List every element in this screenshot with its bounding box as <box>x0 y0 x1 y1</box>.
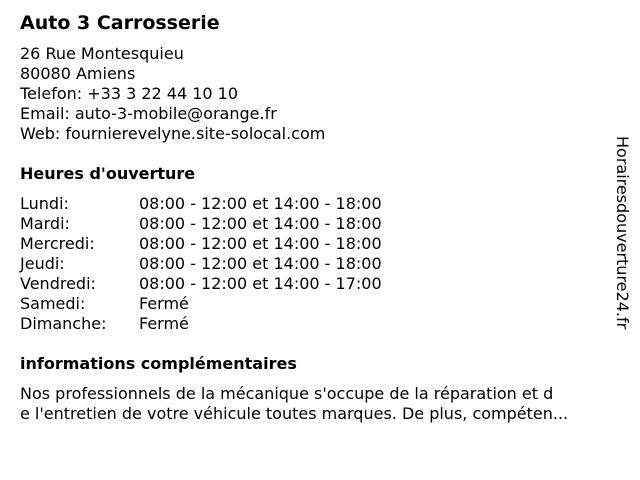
time-value: Fermé <box>139 294 189 313</box>
time-value: 08:00 - 12:00 et 14:00 - 18:00 <box>139 254 382 273</box>
day-label: Samedi: <box>20 294 86 313</box>
time-value: 08:00 - 12:00 et 14:00 - 18:00 <box>139 214 382 233</box>
time-value: 08:00 - 12:00 et 14:00 - 18:00 <box>139 234 382 253</box>
info-text <box>20 384 620 424</box>
business-name: Auto 3 Carrosserie <box>20 12 220 34</box>
city-line: 80080 Amiens <box>20 64 136 83</box>
day-label: Lundi: <box>20 194 69 213</box>
day-label: Vendredi: <box>20 274 96 293</box>
email-line[interactable]: Email: auto-3-mobile@orange.fr <box>20 104 277 123</box>
time-value: Fermé <box>139 314 189 333</box>
day-label: Mardi: <box>20 214 70 233</box>
phone-line[interactable]: Telefon: +33 3 22 44 10 10 <box>20 84 239 103</box>
day-label: Dimanche: <box>20 314 107 333</box>
time-value: 08:00 - 12:00 et 14:00 - 18:00 <box>139 194 382 213</box>
info-heading: informations complémentaires <box>20 354 297 373</box>
street-address: 26 Rue Montesquieu <box>20 44 184 63</box>
day-label: Mercredi: <box>20 234 95 253</box>
web-line[interactable]: Web: fournierevelyne.site-solocal.com <box>20 124 326 143</box>
info-line-1: Nos professionnels de la mécanique s'occupe de la réparation et d <box>20 384 554 403</box>
watermark-text: Horairesdouverture24.fr <box>613 136 632 330</box>
hours-heading: Heures d'ouverture <box>20 164 196 183</box>
info-line-2: e l'entretien de votre véhicule toutes marques. De plus, compéten... <box>20 404 569 423</box>
site-watermark <box>612 136 632 344</box>
contact-block <box>20 44 325 144</box>
day-label: Jeudi: <box>20 254 65 273</box>
time-value: 08:00 - 12:00 et 14:00 - 17:00 <box>139 274 382 293</box>
